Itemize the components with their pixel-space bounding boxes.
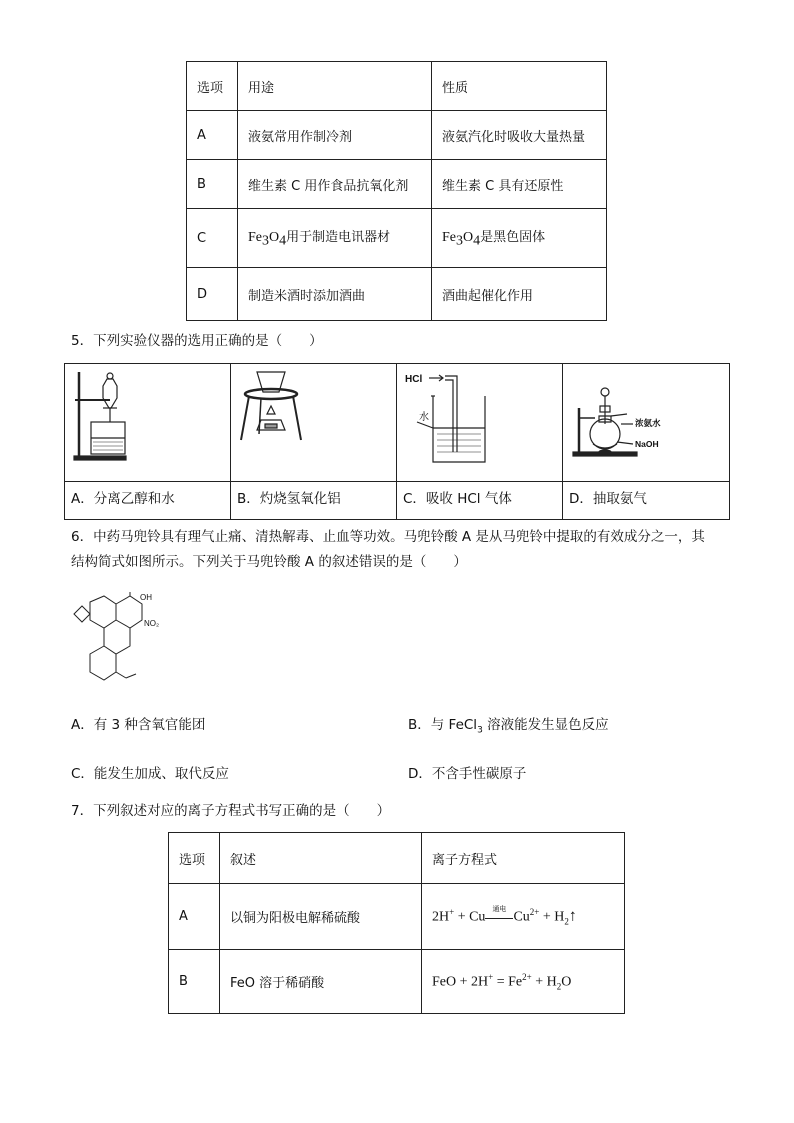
property-use-table [186,61,607,321]
table-row [187,111,607,160]
row-property: 液氨汽化时吸收大量热量 [432,111,607,160]
question-5-stem: 5．下列实验仪器的选用正确的是（ ） [71,333,323,349]
row-option: B [187,160,238,209]
table-header-equation: 离子方程式 [422,833,625,884]
row-use: 维生素 C 用作食品抗氧化剂 [238,160,432,209]
q5-option-d: D．抽取氨气 [569,491,647,507]
water-label: 水 [419,412,429,423]
ammonia-apparatus-figure [563,364,729,481]
row-option: D [187,268,238,321]
row-description: FeO 溶于稀硝酸 [220,950,422,1014]
row-description: 以铜为阳极电解稀硫酸 [220,884,422,950]
table-header-option: 选项 [169,833,220,884]
oh-label: OH [140,593,152,602]
crucible-tripod-figure [231,364,396,481]
row-option: B [169,950,220,1014]
row-option: C [187,209,238,268]
table-header-property: 性质 [432,62,607,111]
row-property: 酒曲起催化作用 [432,268,607,321]
row-option: A [187,111,238,160]
table-row [187,268,607,321]
table-row [187,160,607,209]
question-6-stem-line1: 6．中药马兜铃具有理气止痛、清热解毒、止血等功效。马兜铃酸 A 是从马兜铃中提取的有效成分之一，其 [71,529,705,545]
hcl-label: HCl [405,374,423,385]
row-option: A [169,884,220,950]
row-property: $Fe_3O_4$是黑色固体 [432,209,607,268]
table-header-use: 用途 [238,62,432,111]
apparatus-grid [64,363,730,520]
table-row [187,209,607,268]
no2-label: NO₂ [144,619,160,628]
row-use: 制造米酒时添加酒曲 [238,268,432,321]
table-header-description: 叙述 [220,833,422,884]
row-use: $Fe_3O_4$用于制造电讯器材 [238,209,432,268]
q5-option-c: C．吸收 HCl 气体 [403,491,512,507]
aristolochic-acid-structure [68,592,178,710]
naoh-label: NaOH [635,439,659,449]
ionic-equation-table [168,832,625,1014]
q6-option-b: B．与 FeCl$_3$ 溶液能发生显色反应 [408,717,609,736]
question-6-stem-line2: 结构简式如图所示。下列关于马兜铃酸 A 的叙述错误的是（ ） [71,554,467,570]
hcl-absorption-figure [397,364,562,481]
row-equation: 2H+ + Cu 通电 $Cu^{2+}$ + $H_2↑$ [422,884,625,950]
separatory-funnel-figure [65,364,230,481]
q6-option-a: A．有 3 种含氧官能团 [71,717,206,733]
table-row [169,950,625,1014]
q6-option-c: C．能发生加成、取代反应 [71,766,229,782]
row-equation: FeO + $2H^+ = Fe^{2+} + H_2O$ [422,950,625,1014]
table-row [169,884,625,950]
q5-option-b: B．灼烧氢氧化铝 [237,491,341,507]
row-property: 维生素 C 具有还原性 [432,160,607,209]
row-use: 液氨常用作制冷剂 [238,111,432,160]
question-7-stem: 7．下列叙述对应的离子方程式书写正确的是（ ） [71,803,391,819]
ammonia-label: 浓氨水 [635,419,661,429]
table-header-option: 选项 [187,62,238,111]
q6-option-d: D．不含手性碳原子 [408,766,527,782]
q5-option-a: A．分离乙醇和水 [71,491,175,507]
